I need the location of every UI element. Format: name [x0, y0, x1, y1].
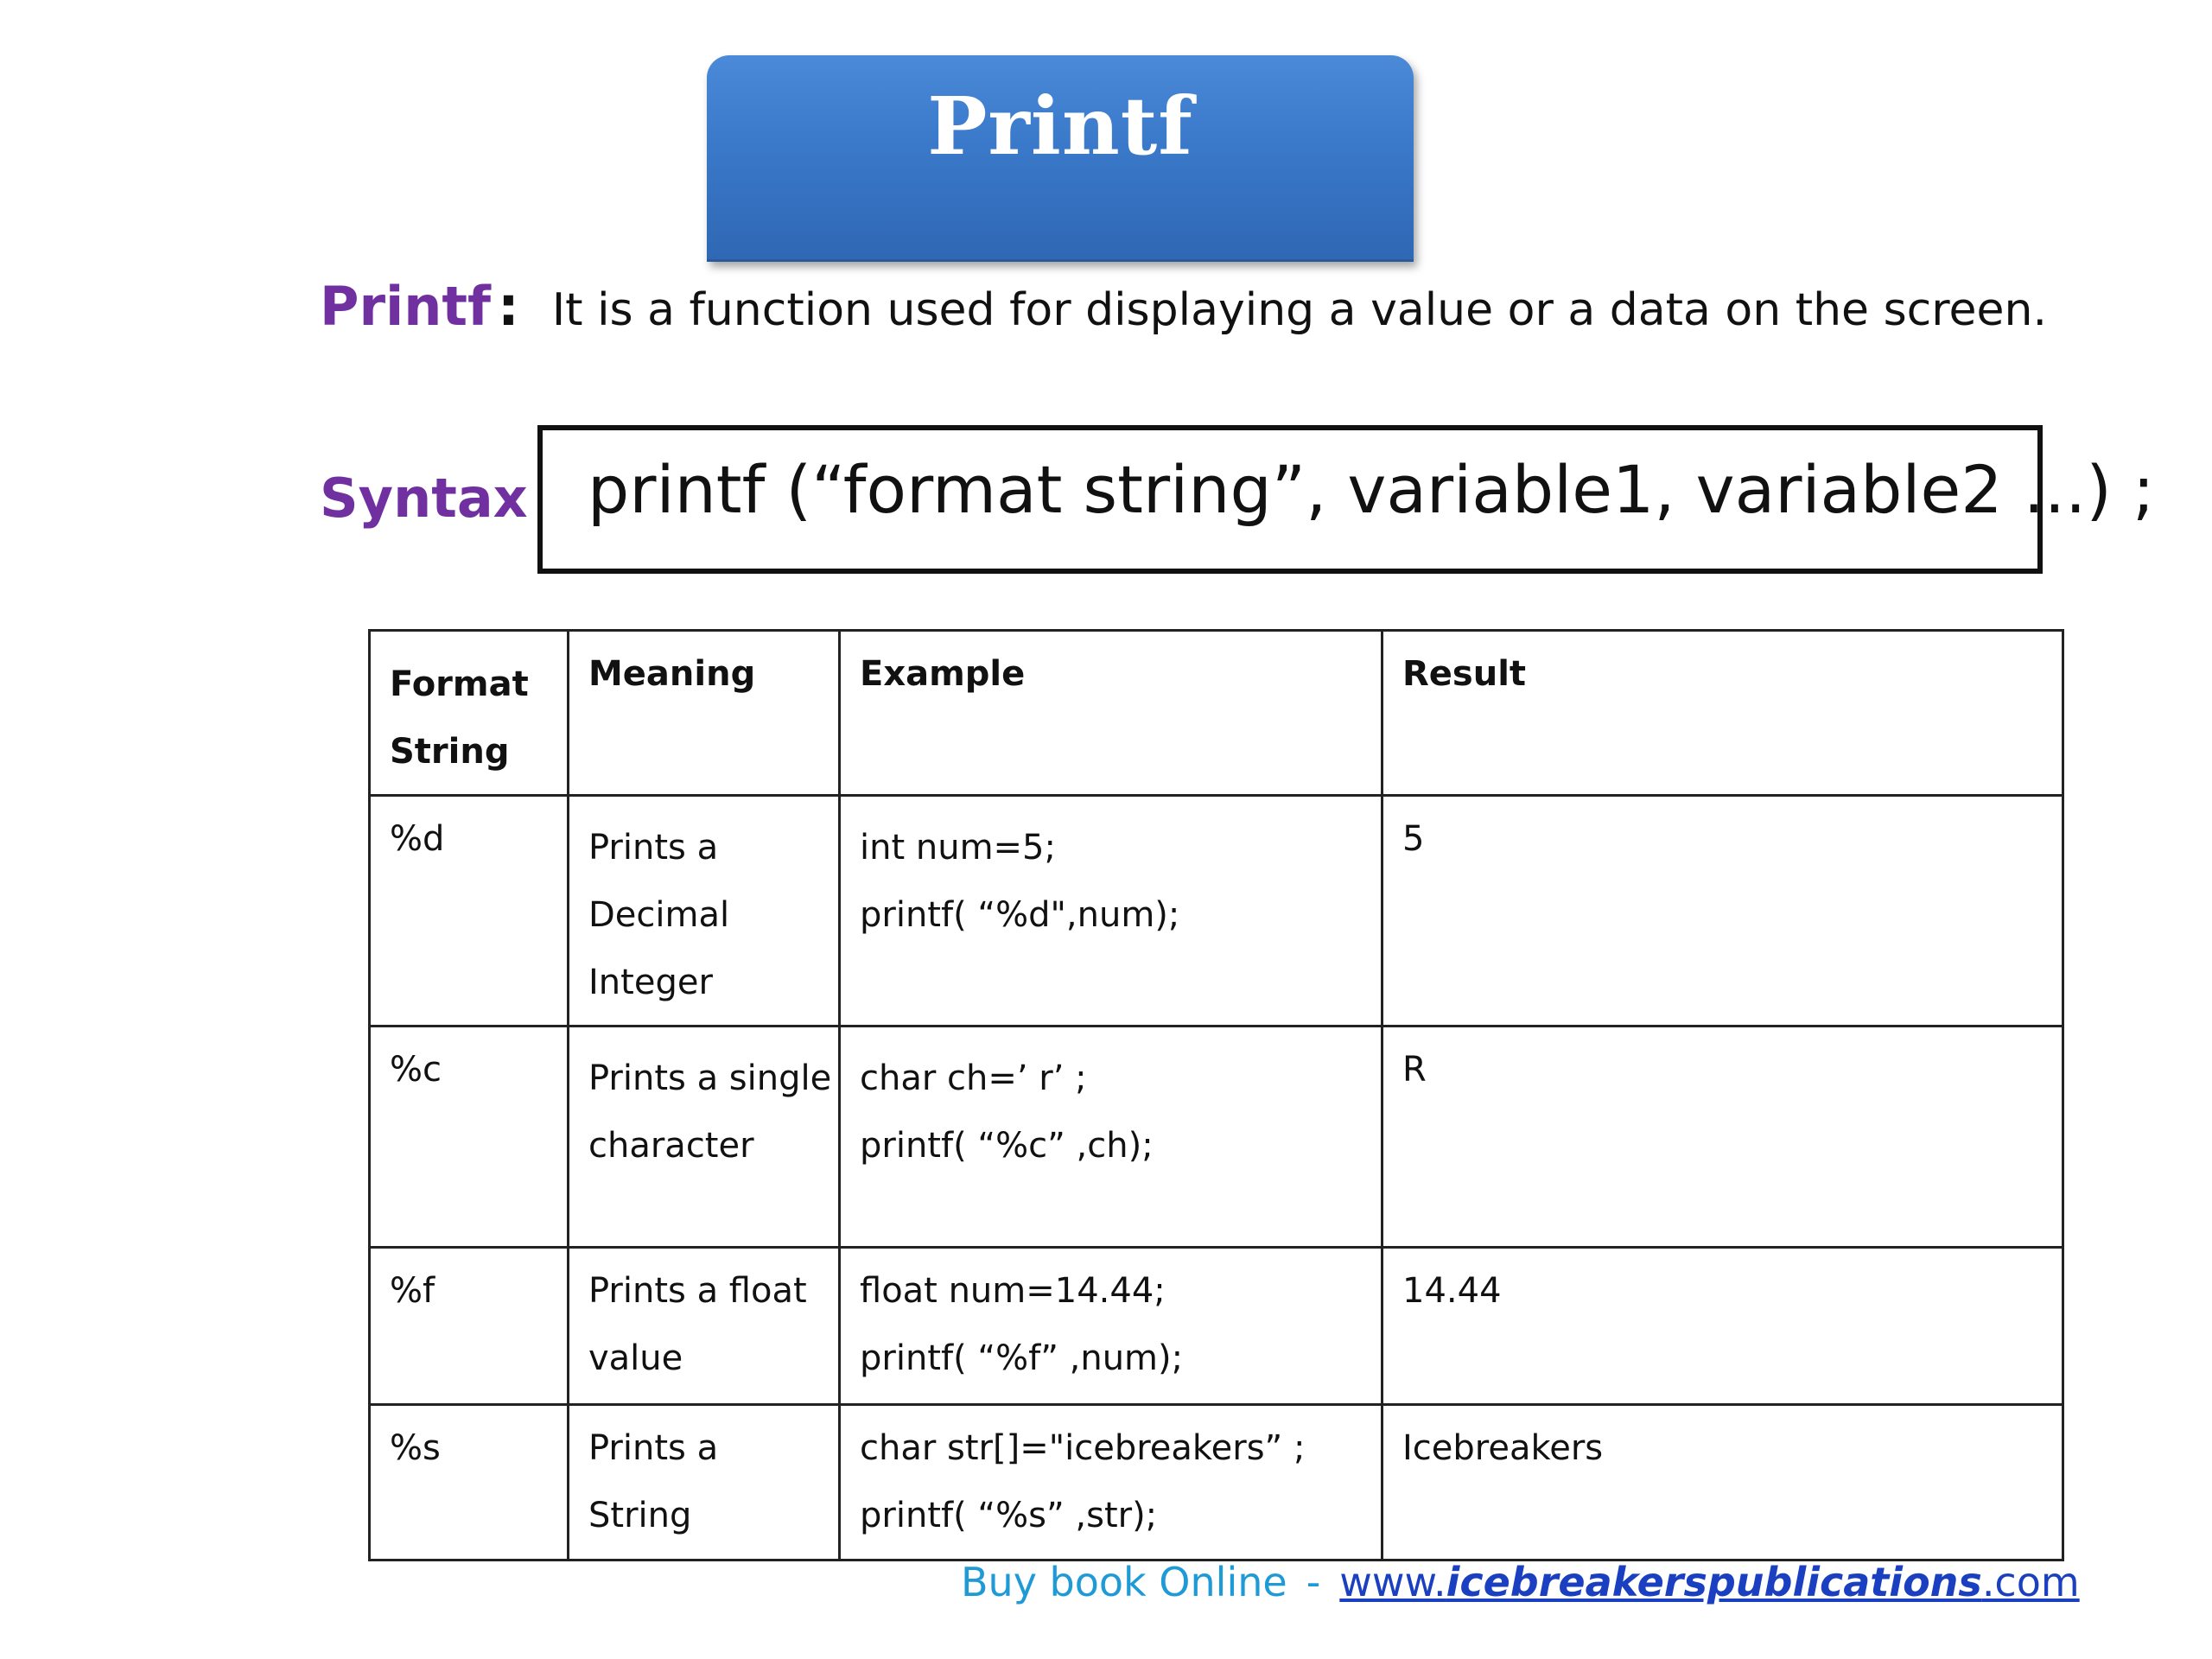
meaning-line: Prints a	[588, 1428, 719, 1468]
example-cell	[840, 1248, 1382, 1405]
table-row	[370, 1248, 2063, 1405]
example-line: char ch=’ r’ ;	[860, 1058, 1087, 1098]
result-cell: R	[1382, 1027, 2063, 1248]
example-line: printf( “%s” ,str);	[860, 1496, 1158, 1535]
link-suffix: .com	[1981, 1559, 2080, 1605]
header-format-line1: Format	[390, 664, 529, 704]
page-title: Printf	[927, 79, 1193, 173]
syntax-label: Syntax	[320, 467, 528, 530]
meaning-line: Prints a single	[588, 1058, 832, 1098]
meaning-cell	[569, 1027, 840, 1248]
syntax-code: printf (“format string”, variable1, variable2 ...) ;	[588, 451, 2155, 528]
table-row	[370, 1027, 2063, 1248]
meaning-line: Decimal	[588, 895, 730, 935]
meaning-cell	[569, 1405, 840, 1560]
meaning-cell	[569, 796, 840, 1027]
link-bold: icebreakerspublications	[1446, 1559, 1982, 1605]
syntax-box	[537, 425, 2155, 574]
result-cell: 14.44	[1382, 1248, 2063, 1405]
example-line: char str[]="icebreakers” ;	[860, 1428, 1306, 1468]
meaning-line: Prints a	[588, 828, 719, 868]
example-cell	[840, 796, 1382, 1027]
example-line: int num=5;	[860, 828, 1056, 868]
header-meaning-text: Meaning	[588, 654, 756, 694]
header-result-text: Result	[1402, 654, 1527, 694]
header-result	[1382, 631, 2063, 796]
example-line: printf( “%c” ,ch);	[860, 1126, 1154, 1166]
buy-book-text: Buy book Online	[961, 1559, 1287, 1605]
example-line: float num=14.44;	[860, 1271, 1166, 1311]
meaning-line: Prints a float	[588, 1271, 807, 1311]
format-cell: %c	[370, 1027, 569, 1248]
format-cell: %s	[370, 1405, 569, 1560]
format-cell: %d	[370, 796, 569, 1027]
publisher-link[interactable]	[1339, 1559, 2079, 1605]
definition-text: It is a function used for displaying a value or a data on the screen.	[551, 284, 2047, 336]
meaning-line: String	[588, 1496, 692, 1535]
format-table	[368, 629, 2064, 1561]
table-row	[370, 796, 2063, 1027]
definition-label: Printf	[320, 275, 492, 338]
meaning-line: value	[588, 1338, 683, 1378]
example-line: printf( “%d",num);	[860, 895, 1180, 935]
header-example-text: Example	[860, 654, 1026, 694]
meaning-line: Integer	[588, 963, 713, 1002]
example-line: printf( “%f” ,num);	[860, 1338, 1184, 1378]
header-meaning	[569, 631, 840, 796]
result-cell: 5	[1382, 796, 2063, 1027]
example-cell	[840, 1405, 1382, 1560]
meaning-line: character	[588, 1126, 754, 1166]
example-cell	[840, 1027, 1382, 1248]
header-example	[840, 631, 1382, 796]
header-format-string	[370, 631, 569, 796]
link-prefix: www.	[1339, 1559, 1446, 1605]
format-cell: %f	[370, 1248, 569, 1405]
table-row	[370, 1405, 2063, 1560]
definition-colon: :	[498, 275, 519, 338]
result-cell: Icebreakers	[1382, 1405, 2063, 1560]
syntax-label-row	[320, 467, 557, 530]
definition-row	[320, 275, 2047, 353]
header-format-line2: String	[390, 732, 510, 772]
footer	[961, 1559, 2080, 1605]
meaning-cell	[569, 1248, 840, 1405]
footer-separator: -	[1306, 1559, 1321, 1605]
table-header-row	[370, 631, 2063, 796]
title-banner	[707, 55, 1414, 262]
